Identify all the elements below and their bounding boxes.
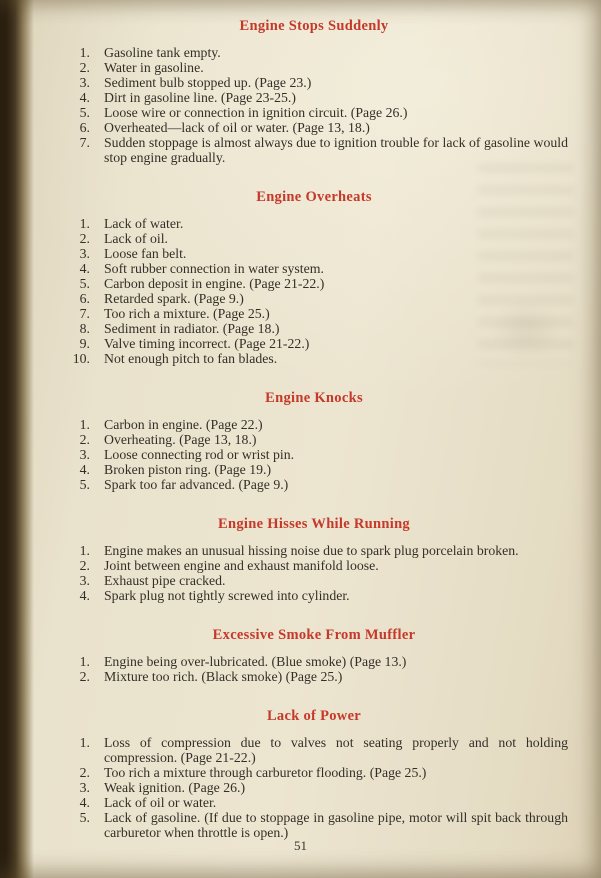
item-text: Engine makes an unusual hissing noise due to spark plug porcelain broken.	[104, 543, 519, 558]
section-title: Engine Stops Suddenly	[239, 18, 389, 34]
item-number: 2.	[79, 765, 90, 780]
item-text: Lack of oil.	[104, 231, 168, 246]
item-number: 1.	[79, 735, 90, 750]
list-item	[60, 588, 568, 603]
item-number: 2.	[79, 231, 90, 246]
section-title: Excessive Smoke From Muffler	[212, 627, 416, 643]
item-text: Loose connecting rod or wrist pin.	[104, 447, 295, 462]
list-item	[60, 462, 568, 477]
item-number: 2.	[79, 432, 90, 447]
item-number: 4.	[79, 90, 90, 105]
item-text: Carbon in engine. (Page 22.)	[104, 417, 263, 432]
item-number: 3.	[79, 447, 90, 462]
list-item	[60, 735, 568, 765]
list-item	[60, 780, 568, 795]
list-item	[60, 120, 568, 135]
item-text: Engine being over-lubricated. (Blue smoke) (Page 13.)	[104, 654, 407, 669]
item-number: 8.	[79, 321, 90, 336]
section-list	[60, 543, 568, 603]
item-text: Gasoline tank empty.	[104, 45, 221, 60]
item-text: Valve timing incorrect. (Page 21-22.)	[104, 336, 310, 351]
item-text: Overheated—lack of oil or water. (Page 13, 18.)	[104, 120, 370, 135]
item-number: 2.	[79, 669, 90, 684]
page-number: 51	[294, 838, 307, 853]
item-text: Lack of gasoline. (If due to stoppage in gasoline pipe, motor will spit back through carburetor when throttle is open.)	[104, 810, 568, 840]
item-number: 7.	[79, 135, 90, 150]
item-text: Joint between engine and exhaust manifold loose.	[104, 558, 379, 573]
list-item	[60, 654, 568, 669]
list-item	[60, 417, 568, 432]
item-number: 5.	[79, 810, 90, 825]
item-number: 2.	[79, 60, 90, 75]
list-item	[60, 477, 568, 492]
item-number: 9.	[79, 336, 90, 351]
trouble-section	[60, 390, 568, 492]
item-number: 4.	[79, 462, 90, 477]
list-item	[60, 336, 568, 351]
item-number: 2.	[79, 558, 90, 573]
list-item	[60, 60, 568, 75]
list-item	[60, 558, 568, 573]
item-number: 1.	[79, 216, 90, 231]
item-number: 5.	[79, 477, 90, 492]
list-item	[60, 231, 568, 246]
item-text: Sudden stoppage is almost always due to ignition trouble for lack of gasoline would stop engine gradually.	[104, 135, 568, 165]
item-text: Lack of water.	[104, 216, 184, 231]
section-title: Engine Knocks	[265, 390, 363, 406]
item-text: Sediment bulb stopped up. (Page 23.)	[104, 75, 312, 90]
section-list	[60, 216, 568, 366]
item-text: Retarded spark. (Page 9.)	[104, 291, 244, 306]
list-item	[60, 45, 568, 60]
list-item	[60, 573, 568, 588]
list-item	[60, 810, 568, 840]
list-item	[60, 795, 568, 810]
trouble-section	[60, 189, 568, 366]
list-item	[60, 105, 568, 120]
section-title: Engine Hisses While Running	[218, 516, 410, 532]
item-text: Water in gasoline.	[104, 60, 204, 75]
list-item	[60, 765, 568, 780]
list-item	[60, 447, 568, 462]
item-number: 1.	[79, 45, 90, 60]
item-text: Lack of oil or water.	[104, 795, 217, 810]
trouble-section	[60, 627, 568, 684]
trouble-section	[60, 516, 568, 603]
list-item	[60, 321, 568, 336]
section-list	[60, 45, 568, 165]
item-number: 4.	[79, 795, 90, 810]
item-text: Loss of compression due to valves not seating properly and not holding compression. (Page 21-22.)	[104, 735, 568, 765]
item-number: 10.	[72, 351, 90, 366]
item-text: Exhaust pipe cracked.	[104, 573, 226, 588]
item-number: 5.	[79, 276, 90, 291]
list-item	[60, 246, 568, 261]
item-text: Too rich a mixture through carburetor flooding. (Page 25.)	[104, 765, 427, 780]
item-number: 5.	[79, 105, 90, 120]
troubleshooting-sections	[60, 10, 568, 840]
item-text: Dirt in gasoline line. (Page 23-25.)	[104, 90, 296, 105]
trouble-section	[60, 708, 568, 840]
trouble-section	[60, 18, 568, 165]
item-text: Too rich a mixture. (Page 25.)	[104, 306, 270, 321]
item-text: Overheating. (Page 13, 18.)	[104, 432, 257, 447]
list-item	[60, 135, 568, 165]
list-item	[60, 669, 568, 684]
item-text: Loose wire or connection in ignition circuit. (Page 26.)	[104, 105, 408, 120]
list-item	[60, 261, 568, 276]
list-item	[60, 216, 568, 231]
list-item	[60, 75, 568, 90]
section-title: Engine Overheats	[256, 189, 372, 205]
item-number: 3.	[79, 573, 90, 588]
item-text: Spark plug not tightly screwed into cylinder.	[104, 588, 350, 603]
section-list	[60, 735, 568, 840]
section-list	[60, 654, 568, 684]
item-number: 1.	[79, 654, 90, 669]
list-item	[60, 351, 568, 366]
section-title: Lack of Power	[266, 708, 362, 724]
list-item	[60, 432, 568, 447]
list-item	[60, 291, 568, 306]
item-number: 7.	[79, 306, 90, 321]
item-number: 1.	[79, 543, 90, 558]
item-number: 4.	[79, 588, 90, 603]
item-text: Soft rubber connection in water system.	[104, 261, 324, 276]
item-text: Carbon deposit in engine. (Page 21-22.)	[104, 276, 325, 291]
item-text: Spark too far advanced. (Page 9.)	[104, 477, 289, 492]
item-text: Broken piston ring. (Page 19.)	[104, 462, 272, 477]
item-number: 6.	[79, 291, 90, 306]
item-text: Weak ignition. (Page 26.)	[104, 780, 246, 795]
book-binding-edge	[0, 0, 34, 878]
item-number: 3.	[79, 75, 90, 90]
item-number: 4.	[79, 261, 90, 276]
item-number: 3.	[79, 780, 90, 795]
list-item	[60, 306, 568, 321]
item-number: 3.	[79, 246, 90, 261]
list-item	[60, 90, 568, 105]
item-text: Loose fan belt.	[104, 246, 187, 261]
item-text: Sediment in radiator. (Page 18.)	[104, 321, 280, 336]
list-item	[60, 543, 568, 558]
section-list	[60, 417, 568, 492]
list-item	[60, 276, 568, 291]
item-number: 6.	[79, 120, 90, 135]
item-text: Mixture too rich. (Black smoke) (Page 25.)	[104, 669, 343, 684]
item-text: Not enough pitch to fan blades.	[104, 351, 278, 366]
item-number: 1.	[79, 417, 90, 432]
